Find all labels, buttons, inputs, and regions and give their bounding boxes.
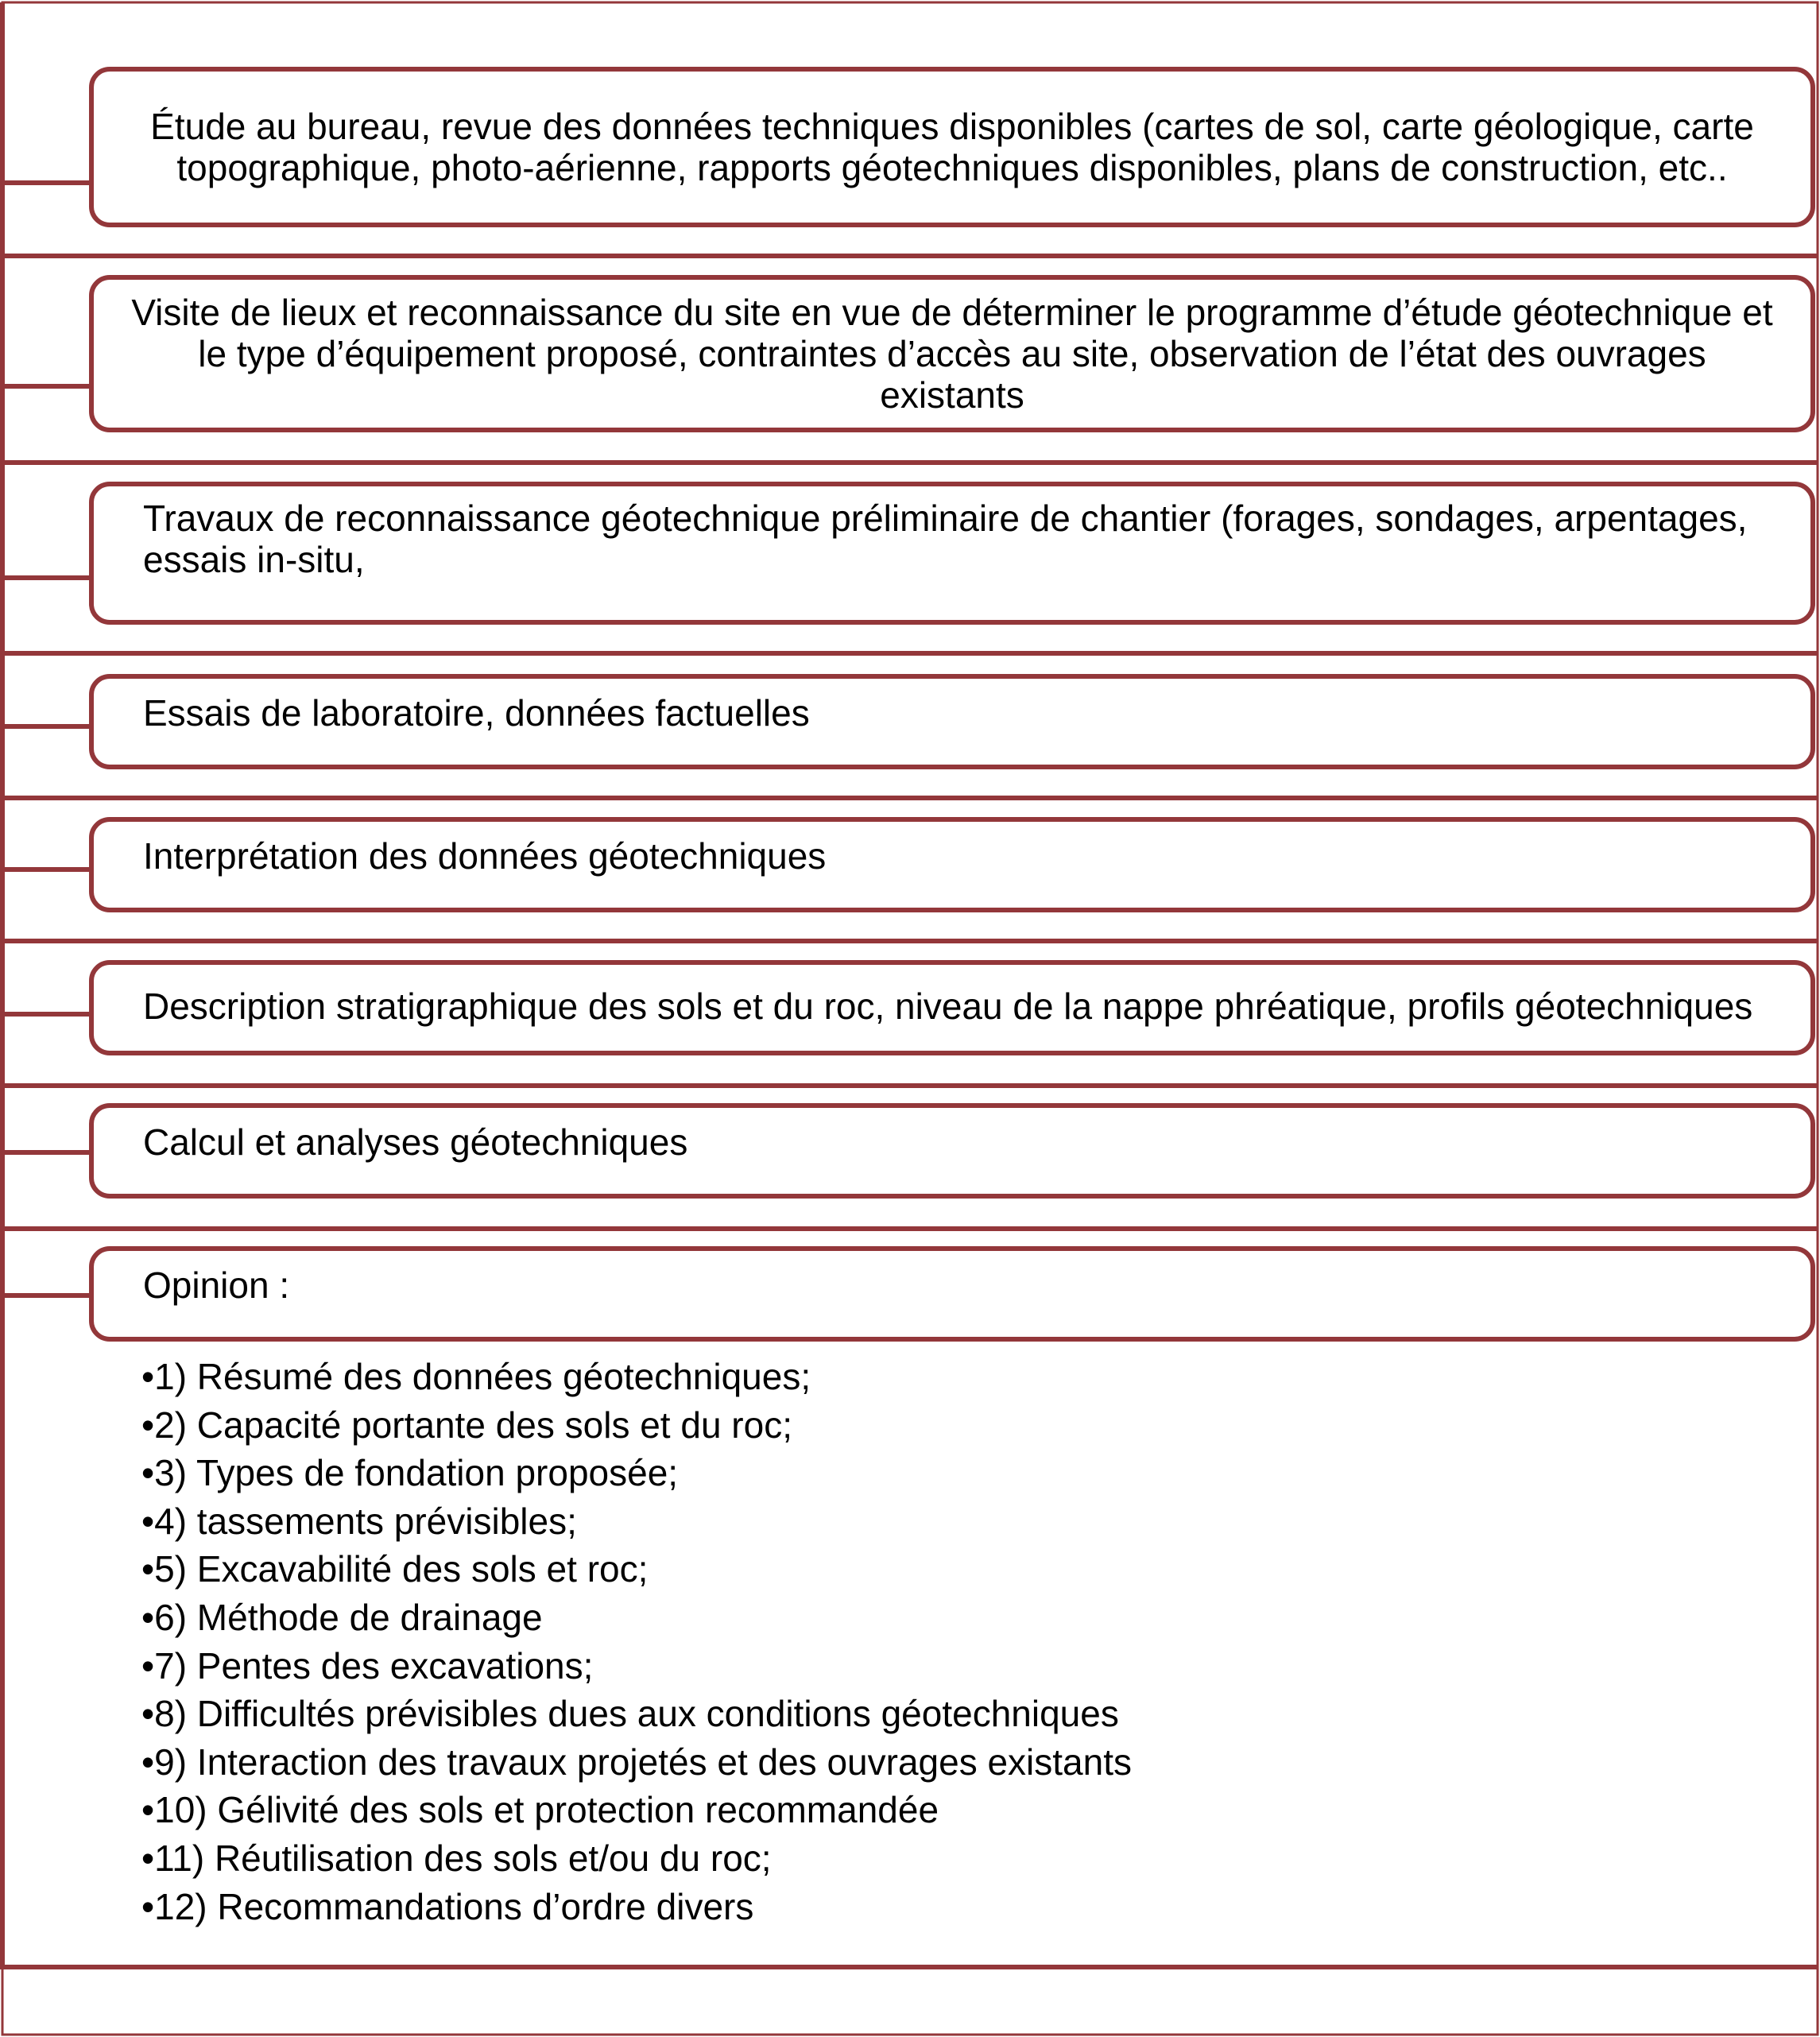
step-laboratory-tests-text: Essais de laboratoire, données factuelles <box>143 692 810 734</box>
step-data-interpretation-text: Interprétation des données géotechniques <box>143 835 827 877</box>
step-site-visit-text: Visite de lieux et reconnaissance du site en vue de déterminer le programme d’étude géotechnique et le type d’équipement proposé, contraintes d’accès au site, observation de l’état des ouvrages existants <box>131 292 1773 416</box>
step-calculation-analysis-text: Calcul et analyses géotechniques <box>143 1121 688 1163</box>
opinion-item: •12) Recommandations d’ordre divers <box>141 1885 754 1927</box>
step-stratigraphic-description-box <box>89 960 1815 1055</box>
opinion-item: •10) Gélivité des sols et protection recommandée <box>141 1789 939 1831</box>
step-laboratory-tests-box <box>89 674 1815 769</box>
opinion-item: •3) Types de fondation proposée; <box>141 1452 679 1494</box>
step-desk-study-text: Étude au bureau, revue des données techniques disponibles (cartes de sol, carte géologique, carte topographique, photo-aérienne, rapports géotechniques disponibles, plans de construction, etc.. <box>150 106 1754 188</box>
step-preliminary-investigation-box <box>89 482 1815 625</box>
opinion-item: •6) Méthode de drainage <box>141 1596 543 1638</box>
opinion-item: •5) Excavabilité des sols et roc; <box>141 1548 649 1590</box>
opinion-items-list <box>141 1353 1652 1931</box>
opinion-item: •8) Difficultés prévisibles dues aux conditions géotechniques <box>141 1693 1119 1735</box>
step-data-interpretation-box <box>89 817 1815 912</box>
step-site-visit-box <box>89 275 1815 432</box>
step-opinion-box <box>89 1246 1815 1342</box>
opinion-item: •7) Pentes des excavations; <box>141 1644 594 1687</box>
step-calculation-analysis-box <box>89 1103 1815 1199</box>
opinion-item: •11) Réutilisation des sols et/ou du roc; <box>141 1837 772 1879</box>
step-desk-study-box <box>89 67 1815 227</box>
step-stratigraphic-description-text: Description stratigraphique des sols et du roc, niveau de la nappe phréatique, profils géotechniques <box>143 986 1753 1027</box>
step-opinion-text: Opinion : <box>143 1264 290 1306</box>
opinion-item: •1) Résumé des données géotechniques; <box>141 1356 811 1397</box>
step-preliminary-investigation-text: Travaux de reconnaissance géotechnique préliminaire de chantier (forages, sondages, arpentages, essais in-situ, <box>143 498 1748 580</box>
opinion-item: •2) Capacité portante des sols et du roc; <box>141 1404 792 1446</box>
opinion-item: •4) tassements prévisibles; <box>141 1500 577 1542</box>
opinion-item: •9) Interaction des travaux projetés et des ouvrages existants <box>141 1741 1132 1783</box>
